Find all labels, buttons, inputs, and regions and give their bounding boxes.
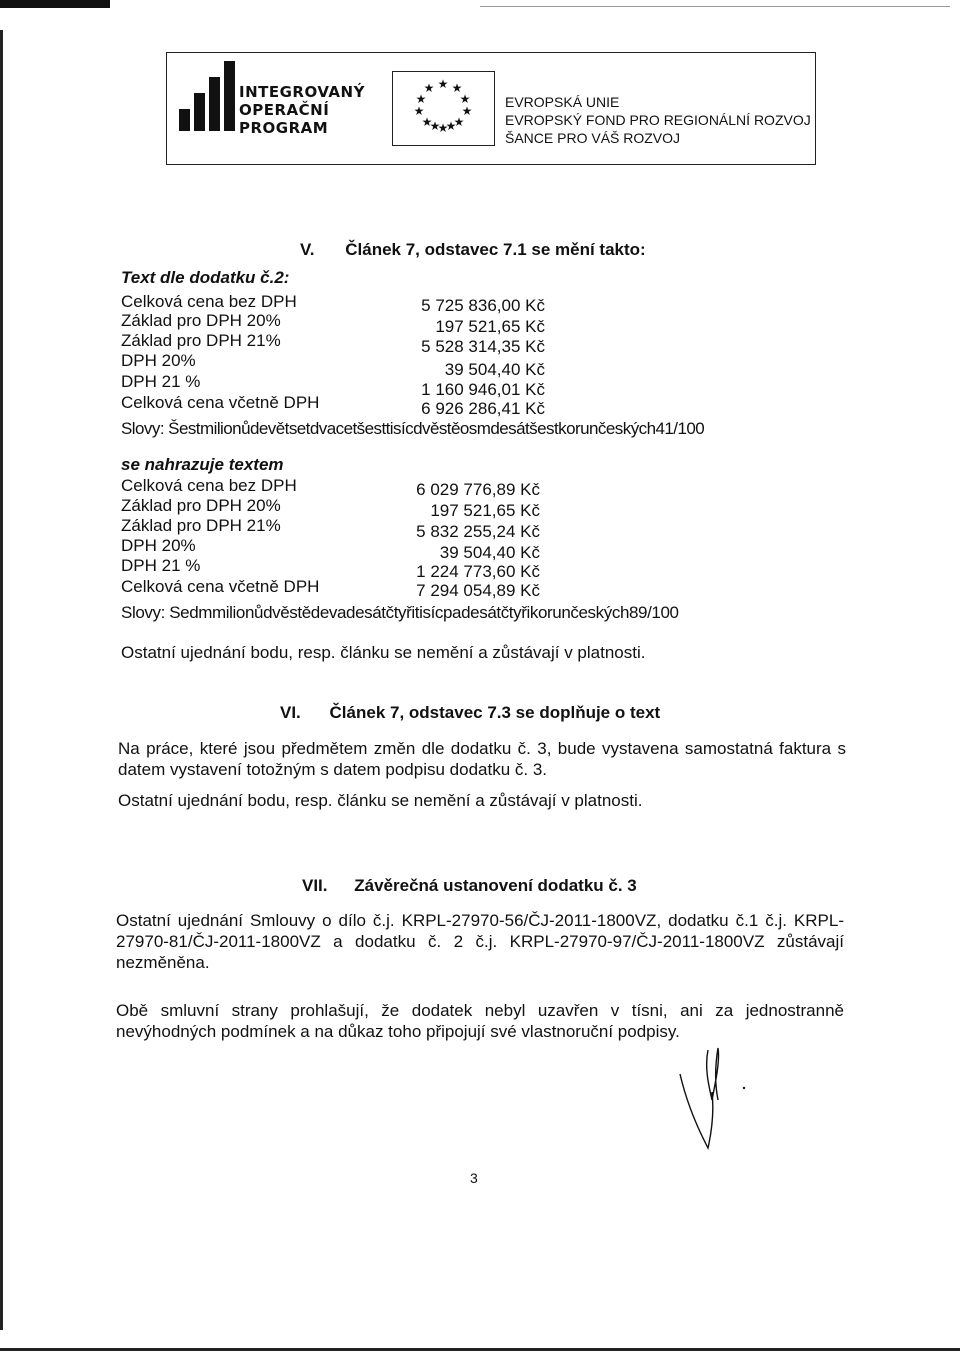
- svg-text:★: ★: [445, 119, 457, 133]
- svg-text:★: ★: [421, 115, 433, 129]
- section-7-paragraph-1: Ostatní ujednání Smlouvy o dílo č.j. KRPL-27970-56/ČJ-2011-1800VZ, dodatku č.1 č.j. KRPL-27970-81/ČJ-2011-1800VZ a dodatku č. 2 č.j. KRPL-27970-97/ČJ-2011-1800VZ zůstávají nezměněna.: [116, 911, 844, 972]
- eu-line: ŠANCE PRO VÁŠ ROZVOJ: [505, 130, 681, 146]
- price-label: Celková cena včetně DPH: [121, 577, 320, 596]
- iop-logo-icon: [179, 63, 239, 153]
- old-text-label: Text dle dodatku č.2:: [121, 268, 290, 287]
- section-6-paragraph: Na práce, které jsou předmětem změn dle dodatku č. 3, bude vystavena samostatná faktura s datem vystavení totožným s datem podpisu dodatku č. 3.: [118, 739, 846, 779]
- price-label: DPH 20%: [121, 536, 196, 555]
- logo-line: PROGRAM: [239, 119, 329, 137]
- section-number: VII.: [302, 876, 328, 895]
- old-amount-in-words: Slovy: Šestmilionůdevětsetdvacetšesttisícdvěstěosmdesátšestkorunčeských41/100: [121, 419, 705, 438]
- svg-text:★: ★: [453, 115, 465, 129]
- price-value: 6 029 776,89 Kč: [416, 480, 540, 499]
- price-value: 39 504,40 Kč: [439, 543, 540, 562]
- section-6-heading: [280, 703, 660, 723]
- section-number: V.: [300, 240, 315, 259]
- price-label: DPH 21 %: [121, 372, 201, 391]
- eu-flag-icon: [392, 71, 495, 146]
- eu-line: EVROPSKÝ FOND PRO REGIONÁLNÍ ROZVOJ: [505, 112, 811, 128]
- scan-edge-top: [0, 0, 110, 8]
- section-7-paragraph-2: Obě smluvní strany prohlašují, že dodatek nebyl uzavřen v tísni, ani za jednostranně nevýhodných podmínek a na důkaz toho připojují své vlastnoruční podpisy.: [116, 1001, 844, 1041]
- logo-line: INTEGROVANÝ: [239, 83, 365, 101]
- new-text-label: se nahrazuje textem: [121, 455, 284, 474]
- section-number: VI.: [280, 703, 301, 722]
- svg-text:★: ★: [461, 104, 473, 118]
- scan-line-top: [480, 6, 950, 7]
- svg-text:★: ★: [459, 92, 471, 106]
- logo-line: OPERAČNÍ: [239, 101, 330, 119]
- price-value: 39 504,40 Kč: [444, 360, 545, 379]
- price-label: DPH 21 %: [121, 556, 201, 575]
- price-label: Celková cena bez DPH: [121, 476, 297, 495]
- section-title: Závěrečná ustanovení dodatku č. 3: [354, 876, 637, 895]
- price-value: 5 832 255,24 Kč: [416, 522, 540, 541]
- price-value: 197 521,65 Kč: [435, 317, 545, 336]
- price-label: DPH 20%: [121, 351, 196, 370]
- logo-text: [239, 83, 365, 137]
- svg-text:★: ★: [415, 92, 427, 106]
- section-title: Článek 7, odstavec 7.3 se doplňuje o text: [329, 703, 661, 722]
- signature-icon: [660, 1030, 770, 1160]
- price-value: 1 160 946,01 Kč: [421, 380, 545, 399]
- svg-text:★: ★: [423, 81, 435, 95]
- price-value: 7 294 054,89 Kč: [416, 581, 540, 600]
- price-label: Základ pro DPH 21%: [121, 331, 281, 350]
- new-amount-in-words: Slovy: Sedmmilionůdvěstědevadesátčtyřitisícpadesátčtyřikorunčeských89/100: [121, 603, 679, 622]
- svg-text:★: ★: [413, 104, 425, 118]
- price-label: Celková cena bez DPH: [121, 292, 297, 311]
- section-6-remainder: Ostatní ujednání bodu, resp. článku se nemění a zůstávají v platnosti.: [118, 791, 643, 810]
- svg-text:★: ★: [437, 77, 449, 91]
- price-value: 5 528 314,35 Kč: [421, 337, 545, 356]
- section-5-remainder: Ostatní ujednání bodu, resp. článku se nemění a zůstávají v platnosti.: [121, 643, 646, 662]
- price-label: Základ pro DPH 20%: [121, 496, 281, 515]
- price-value: 197 521,65 Kč: [430, 501, 540, 520]
- page-number: 3: [470, 1170, 478, 1186]
- price-value: 1 224 773,60 Kč: [416, 562, 540, 581]
- scan-edge-left: [0, 30, 3, 1330]
- price-label: Základ pro DPH 20%: [121, 311, 281, 330]
- price-value: 5 725 836,00 Kč: [421, 296, 545, 315]
- price-value: 6 926 286,41 Kč: [421, 399, 545, 418]
- price-label: Základ pro DPH 21%: [121, 516, 281, 535]
- svg-text:★: ★: [451, 81, 463, 95]
- svg-text:★: ★: [437, 121, 449, 135]
- scan-edge-bottom: [0, 1348, 960, 1351]
- svg-text:★: ★: [429, 119, 441, 133]
- section-7-heading: [302, 876, 637, 896]
- eu-line: EVROPSKÁ UNIE: [505, 94, 620, 110]
- eu-text: [505, 93, 811, 147]
- section-5-heading: [300, 240, 646, 260]
- price-label: Celková cena včetně DPH: [121, 393, 320, 412]
- section-title: Článek 7, odstavec 7.1 se mění takto:: [345, 240, 646, 259]
- header-logo-box: [166, 52, 816, 165]
